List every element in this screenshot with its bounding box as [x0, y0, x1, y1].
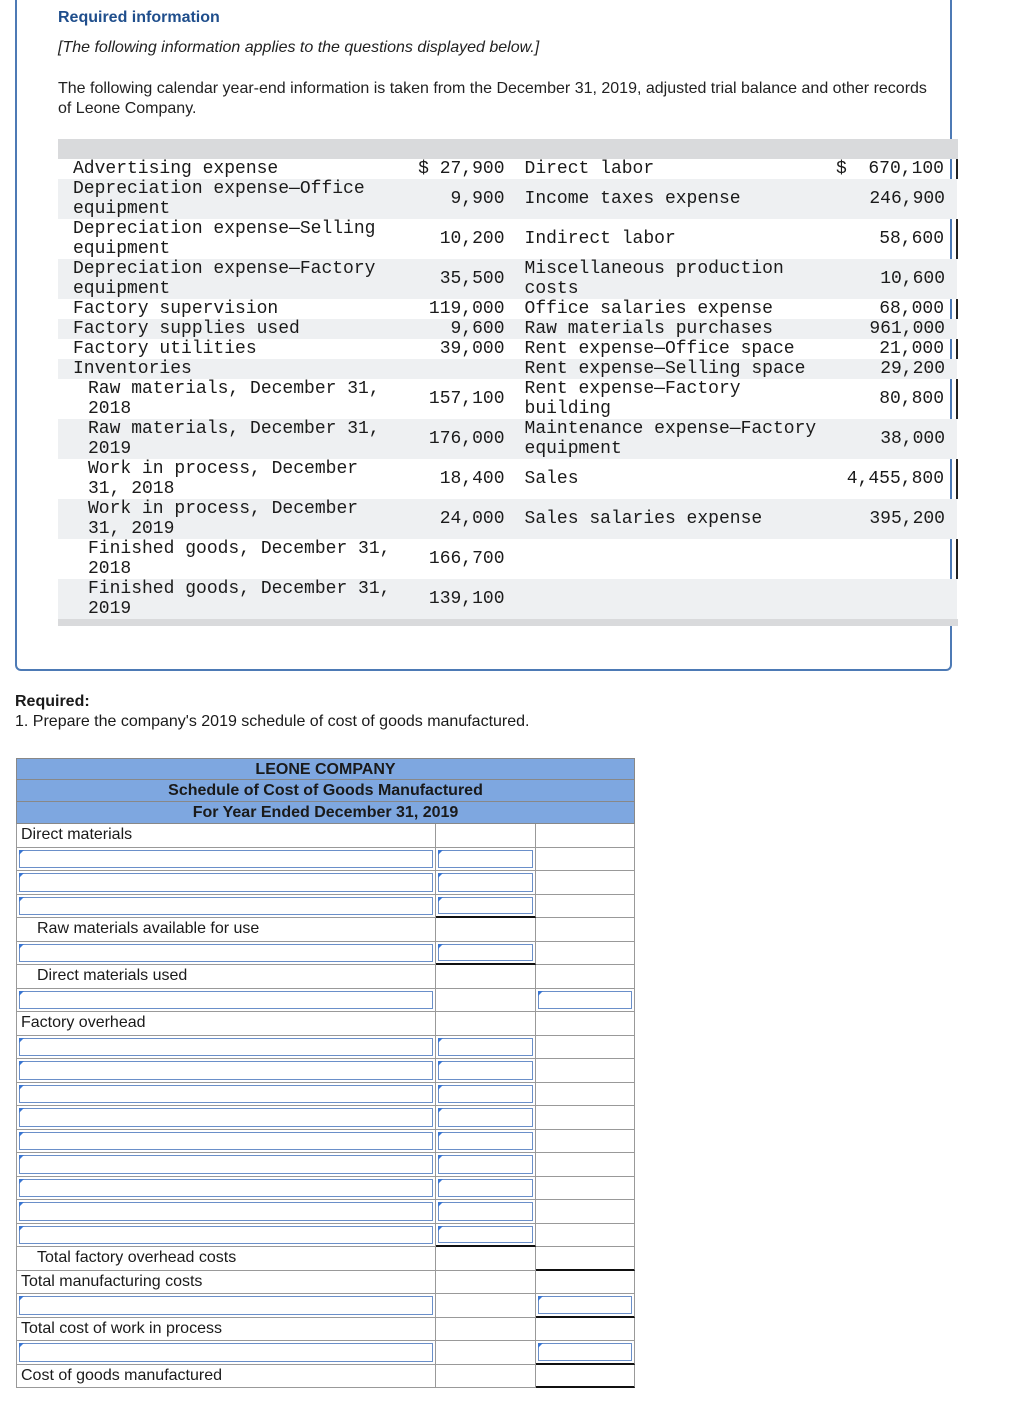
item-amount: 39,000 [439, 339, 505, 359]
label-input[interactable] [19, 1226, 433, 1245]
schedule-title: Schedule of Cost of Goods Manufactured [16, 780, 635, 802]
schedule-row [16, 1177, 635, 1201]
item-label: Advertising expense [73, 159, 279, 179]
amount-input[interactable] [438, 1226, 533, 1244]
item-label: Raw materials, December 31, 2018 [88, 379, 380, 419]
schedule-row [16, 824, 635, 848]
label-input[interactable] [19, 873, 433, 892]
label-input[interactable] [19, 1296, 433, 1315]
schedule-row [16, 918, 635, 942]
schedule-row [16, 848, 635, 872]
amount-input[interactable] [438, 1061, 533, 1080]
schedule-row [16, 942, 635, 966]
schedule-row [16, 895, 635, 919]
schedule-row [16, 1059, 635, 1083]
label-input[interactable] [19, 850, 433, 869]
schedule-row [16, 1224, 635, 1248]
item-amount: 961,000 [869, 319, 945, 339]
item-amount: 29,200 [880, 359, 945, 379]
item-amount: $ 27,900 [418, 159, 505, 179]
label-input[interactable] [19, 1038, 433, 1057]
label-input[interactable] [19, 1132, 433, 1151]
item-label: Direct labor [524, 159, 655, 179]
amount-input[interactable] [438, 1155, 533, 1174]
item-amount: 58,600 [879, 229, 944, 249]
row-label: Direct materials used [16, 965, 436, 989]
label-input[interactable] [19, 1155, 433, 1174]
row-label: Total manufacturing costs [16, 1271, 436, 1295]
amount-input[interactable] [438, 944, 533, 962]
schedule-company: LEONE COMPANY [16, 758, 635, 780]
schedule-row [16, 1083, 635, 1107]
item-amount: 139,100 [428, 589, 505, 609]
schedule-row [16, 965, 635, 989]
amount-input[interactable] [538, 991, 632, 1010]
label-input[interactable] [19, 1108, 433, 1127]
schedule-row [16, 1271, 635, 1295]
schedule-row [16, 871, 635, 895]
item-amount: 38,000 [880, 429, 945, 449]
schedule-row [16, 1247, 635, 1271]
row-label: Raw materials available for use [16, 918, 436, 942]
item-label: Sales salaries expense [524, 509, 763, 529]
item-amount: 166,700 [428, 549, 505, 569]
item-amount: 9,900 [450, 189, 505, 209]
trial-balance-table [58, 139, 958, 626]
item-amount: 10,600 [880, 269, 945, 289]
item-amount: 9,600 [450, 319, 505, 339]
info-note: [The following information applies to the questions displayed below.] [58, 39, 540, 56]
item-amount: 176,000 [428, 429, 505, 449]
item-label: Sales [524, 469, 579, 489]
item-label: Finished goods, December 31, 2019 [88, 579, 391, 619]
item-label: Factory supplies used [73, 319, 300, 339]
label-input[interactable] [19, 1061, 433, 1080]
schedule-row [16, 1106, 635, 1130]
amount-input[interactable] [538, 1296, 632, 1314]
row-label: Cost of goods manufactured [16, 1365, 436, 1389]
item-label: Income taxes expense [524, 189, 741, 209]
item-amount: $ 670,100 [835, 159, 944, 179]
intro-text: The following calendar year-end information is taken from the December 31, 2019, adjusted trial balance and other records of Leone Company. [58, 80, 927, 117]
amount-input[interactable] [438, 1038, 533, 1057]
row-label: Factory overhead [16, 1012, 436, 1036]
item-label: Rent expense—Office space [524, 339, 795, 359]
amount-input[interactable] [438, 897, 533, 915]
amount-input[interactable] [438, 873, 533, 892]
amount-input[interactable] [538, 1343, 632, 1361]
item-label: Raw materials purchases [524, 319, 773, 339]
schedule-row [16, 1318, 635, 1342]
item-amount: 21,000 [879, 339, 944, 359]
item-label: Work in process, December 31, 2018 [88, 459, 359, 499]
amount-input[interactable] [438, 1202, 533, 1221]
item-amount: 157,100 [428, 389, 505, 409]
item-label: Maintenance expense—Factory equipment [524, 419, 817, 459]
label-input[interactable] [19, 1202, 433, 1221]
item-label: Rent expense—Selling space [524, 359, 806, 379]
amount-input[interactable] [438, 1179, 533, 1198]
item-label: Inventories [73, 359, 192, 379]
item-label: Depreciation expense—Selling equipment [73, 219, 376, 259]
item-amount: 35,500 [439, 269, 505, 289]
schedule-row [16, 989, 635, 1013]
schedule-row [16, 1153, 635, 1177]
required-info-title: Required information [58, 9, 220, 26]
item-label: Finished goods, December 31, 2018 [88, 539, 391, 579]
item-amount: 24,000 [439, 509, 505, 529]
item-label: Office salaries expense [524, 299, 773, 319]
item-amount: 80,800 [879, 389, 944, 409]
amount-input[interactable] [438, 1108, 533, 1127]
label-input[interactable] [19, 991, 433, 1010]
schedule-row [16, 1341, 635, 1365]
schedule-row [16, 1294, 635, 1318]
amount-input[interactable] [438, 1132, 533, 1151]
row-label: Total factory overhead costs [16, 1247, 436, 1271]
item-label: Indirect labor [524, 229, 676, 249]
label-input[interactable] [19, 1085, 433, 1104]
item-label: Factory supervision [73, 299, 279, 319]
cogm-schedule [16, 758, 635, 1388]
schedule-row [16, 1012, 635, 1036]
schedule-row [16, 1365, 635, 1389]
amount-input[interactable] [438, 850, 533, 869]
item-amount: 10,200 [439, 229, 505, 249]
item-label: Raw materials, December 31, 2019 [88, 419, 380, 459]
item-label: Miscellaneous production costs [524, 259, 784, 299]
item-label: Depreciation expense—Office equipment [73, 179, 365, 219]
schedule-row [16, 1200, 635, 1224]
row-label: Total cost of work in process [16, 1318, 436, 1342]
label-input[interactable] [19, 1343, 433, 1362]
label-input[interactable] [19, 897, 433, 916]
required-section [15, 692, 529, 732]
item-amount: 246,900 [869, 189, 945, 209]
item-amount: 395,200 [869, 509, 945, 529]
label-input[interactable] [19, 1179, 433, 1198]
item-amount: 68,000 [879, 299, 944, 319]
item-label: Depreciation expense—Factory equipment [73, 259, 376, 299]
schedule-row [16, 1036, 635, 1060]
amount-input[interactable] [438, 1085, 533, 1104]
required-task: 1. Prepare the company's 2019 schedule of cost of goods manufactured. [15, 713, 530, 730]
item-amount: 18,400 [439, 469, 505, 489]
item-label: Rent expense—Factory building [524, 379, 741, 419]
item-label: Work in process, December 31, 2019 [88, 499, 359, 539]
schedule-row [16, 1130, 635, 1154]
label-input[interactable] [19, 944, 433, 963]
item-amount: 4,455,800 [846, 469, 944, 489]
row-label: Direct materials [16, 824, 436, 848]
item-label: Factory utilities [73, 339, 257, 359]
schedule-period: For Year Ended December 31, 2019 [16, 802, 635, 824]
required-heading: Required: [15, 693, 90, 710]
item-amount: 119,000 [428, 299, 505, 319]
